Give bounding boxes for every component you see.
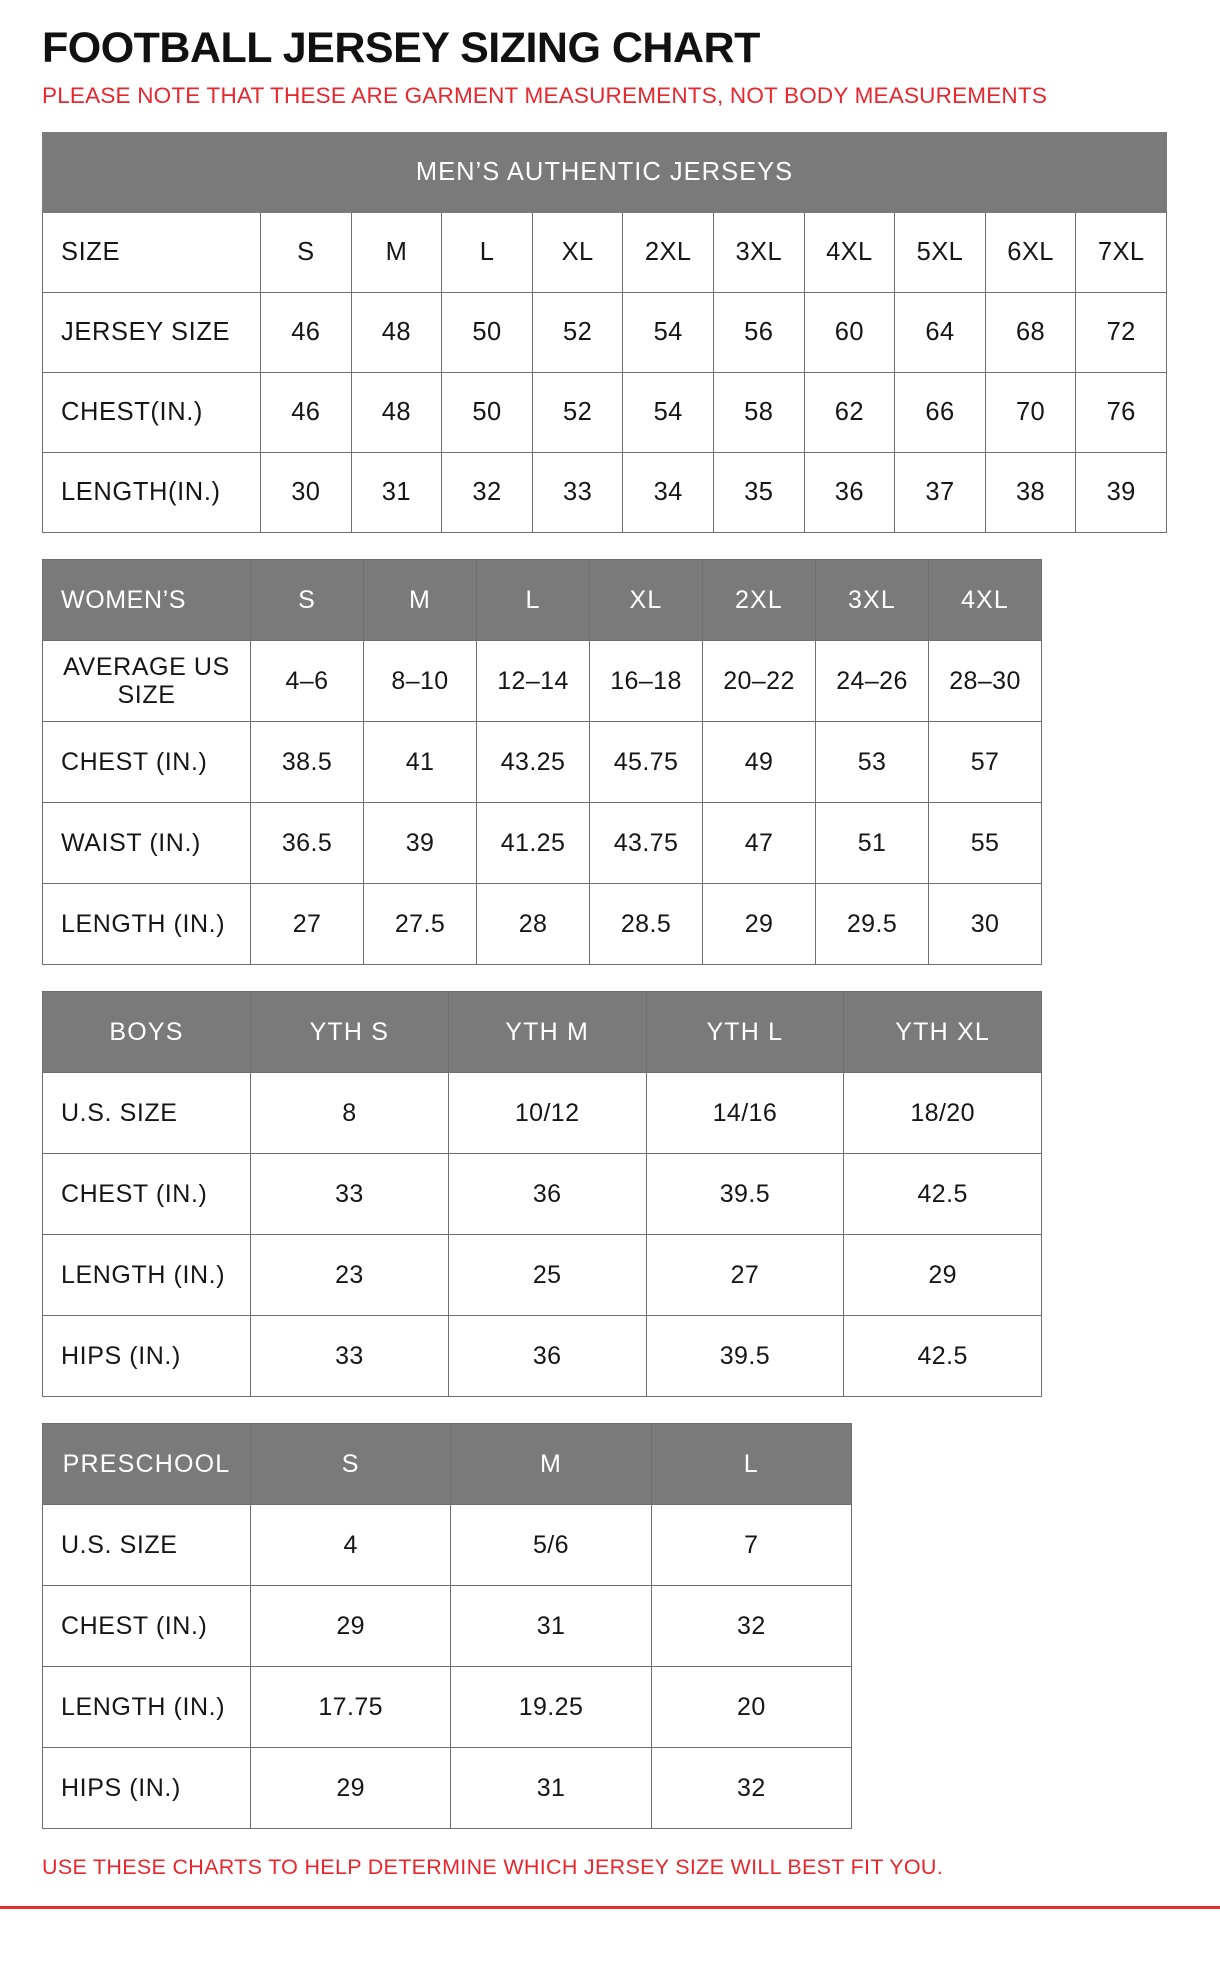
- cell: 32: [651, 1586, 851, 1667]
- cell: 55: [929, 803, 1042, 884]
- mens-header-size: SIZE: [43, 213, 261, 293]
- cell: 28–30: [929, 641, 1042, 722]
- cell: 64: [895, 293, 986, 373]
- preschool-header-row: [43, 1424, 852, 1505]
- preschool-row-label: U.S. SIZE: [43, 1505, 251, 1586]
- boys-row-label: CHEST (IN.): [43, 1154, 251, 1235]
- measurement-note: PLEASE NOTE THAT THESE ARE GARMENT MEASUREMENTS, NOT BODY MEASUREMENTS: [42, 83, 1048, 109]
- cell: 33: [251, 1316, 449, 1397]
- cell: 31: [451, 1586, 651, 1667]
- cell: 36: [448, 1316, 646, 1397]
- preschool-header-s: S: [251, 1424, 451, 1505]
- table-row: [43, 884, 1042, 965]
- cell: 39: [364, 803, 477, 884]
- cell: 16–18: [590, 641, 703, 722]
- table-row: [43, 803, 1042, 884]
- cell: 17.75: [251, 1667, 451, 1748]
- womens-header-2xl: 2XL: [703, 560, 816, 641]
- cell: 29: [844, 1235, 1042, 1316]
- cell: 28.5: [590, 884, 703, 965]
- mens-row-label: CHEST(IN.): [43, 373, 261, 453]
- cell: 76: [1076, 373, 1167, 453]
- cell: 42.5: [844, 1316, 1042, 1397]
- womens-header-xl: XL: [590, 560, 703, 641]
- preschool-header-label: PRESCHOOL: [43, 1424, 251, 1505]
- womens-header-row: [43, 560, 1042, 641]
- table-row: [43, 1235, 1042, 1316]
- mens-header-l: L: [442, 213, 533, 293]
- cell: 49: [703, 722, 816, 803]
- cell: 42.5: [844, 1154, 1042, 1235]
- cell: 39.5: [646, 1154, 844, 1235]
- cell: 25: [448, 1235, 646, 1316]
- cell: 57: [929, 722, 1042, 803]
- womens-row-label: AVERAGE US SIZE: [43, 641, 251, 722]
- cell: 34: [623, 453, 714, 533]
- cell: 4: [251, 1505, 451, 1586]
- cell: 4–6: [251, 641, 364, 722]
- boys-sizing-table: [42, 991, 1042, 1397]
- cell: 20: [651, 1667, 851, 1748]
- table-row: [43, 453, 1167, 533]
- cell: 18/20: [844, 1073, 1042, 1154]
- cell: 29: [251, 1748, 451, 1829]
- womens-row-label: WAIST (IN.): [43, 803, 251, 884]
- cell: 27: [251, 884, 364, 965]
- cell: 37: [895, 453, 986, 533]
- mens-header-2xl: 2XL: [623, 213, 714, 293]
- mens-header-5xl: 5XL: [895, 213, 986, 293]
- womens-row-label: LENGTH (IN.): [43, 884, 251, 965]
- cell: 35: [713, 453, 804, 533]
- mens-header-4xl: 4XL: [804, 213, 895, 293]
- mens-header-row: [43, 213, 1167, 293]
- table-row: [43, 1667, 852, 1748]
- cell: 30: [261, 453, 352, 533]
- boys-row-label: LENGTH (IN.): [43, 1235, 251, 1316]
- cell: 32: [651, 1748, 851, 1829]
- table-row: [43, 722, 1042, 803]
- table-row: [43, 1748, 852, 1829]
- table-row: [43, 293, 1167, 373]
- preschool-row-label: LENGTH (IN.): [43, 1667, 251, 1748]
- preschool-row-label: HIPS (IN.): [43, 1748, 251, 1829]
- cell: 51: [816, 803, 929, 884]
- cell: 62: [804, 373, 895, 453]
- cell: 36: [804, 453, 895, 533]
- mens-header-3xl: 3XL: [713, 213, 804, 293]
- mens-table-banner: MEN’S AUTHENTIC JERSEYS: [43, 133, 1167, 213]
- cell: 41: [364, 722, 477, 803]
- cell: 70: [985, 373, 1076, 453]
- cell: 31: [451, 1748, 651, 1829]
- mens-row-label: JERSEY SIZE: [43, 293, 261, 373]
- cell: 8: [251, 1073, 449, 1154]
- cell: 27: [646, 1235, 844, 1316]
- cell: 33: [251, 1154, 449, 1235]
- womens-header-4xl: 4XL: [929, 560, 1042, 641]
- boys-header-yth-xl: YTH XL: [844, 992, 1042, 1073]
- table-row: [43, 1073, 1042, 1154]
- preschool-row-label: CHEST (IN.): [43, 1586, 251, 1667]
- cell: 29: [703, 884, 816, 965]
- cell: 30: [929, 884, 1042, 965]
- cell: 66: [895, 373, 986, 453]
- page-title: FOOTBALL JERSEY SIZING CHART: [42, 24, 760, 72]
- womens-header-label: WOMEN’S: [43, 560, 251, 641]
- cell: 56: [713, 293, 804, 373]
- footer-note: USE THESE CHARTS TO HELP DETERMINE WHICH JERSEY SIZE WILL BEST FIT YOU.: [42, 1855, 944, 1880]
- cell: 45.75: [590, 722, 703, 803]
- cell: 38.5: [251, 722, 364, 803]
- cell: 58: [713, 373, 804, 453]
- cell: 41.25: [477, 803, 590, 884]
- cell: 33: [532, 453, 623, 533]
- boys-row-label: U.S. SIZE: [43, 1073, 251, 1154]
- cell: 29.5: [816, 884, 929, 965]
- cell: 46: [261, 373, 352, 453]
- cell: 10/12: [448, 1073, 646, 1154]
- boys-header-label: BOYS: [43, 992, 251, 1073]
- cell: 14/16: [646, 1073, 844, 1154]
- table-row: [43, 1505, 852, 1586]
- cell: 5/6: [451, 1505, 651, 1586]
- mens-header-m: M: [351, 213, 442, 293]
- table-row: [43, 641, 1042, 722]
- cell: 60: [804, 293, 895, 373]
- womens-row-label: CHEST (IN.): [43, 722, 251, 803]
- mens-header-7xl: 7XL: [1076, 213, 1167, 293]
- cell: 39: [1076, 453, 1167, 533]
- cell: 23: [251, 1235, 449, 1316]
- boys-header-yth-l: YTH L: [646, 992, 844, 1073]
- cell: 32: [442, 453, 533, 533]
- mens-header-6xl: 6XL: [985, 213, 1076, 293]
- mens-header-xl: XL: [532, 213, 623, 293]
- cell: 28: [477, 884, 590, 965]
- boys-header-yth-m: YTH M: [448, 992, 646, 1073]
- cell: 53: [816, 722, 929, 803]
- womens-header-m: M: [364, 560, 477, 641]
- cell: 39.5: [646, 1316, 844, 1397]
- table-row: [43, 1586, 852, 1667]
- cell: 52: [532, 373, 623, 453]
- mens-header-s: S: [261, 213, 352, 293]
- cell: 50: [442, 293, 533, 373]
- mens-table-banner-row: [43, 133, 1167, 213]
- cell: 48: [351, 293, 442, 373]
- cell: 7: [651, 1505, 851, 1586]
- preschool-header-l: L: [651, 1424, 851, 1505]
- womens-header-l: L: [477, 560, 590, 641]
- table-row: [43, 1316, 1042, 1397]
- boys-row-label: HIPS (IN.): [43, 1316, 251, 1397]
- boys-header-yth-s: YTH S: [251, 992, 449, 1073]
- womens-header-s: S: [251, 560, 364, 641]
- cell: 46: [261, 293, 352, 373]
- boys-header-row: [43, 992, 1042, 1073]
- cell: 72: [1076, 293, 1167, 373]
- cell: 20–22: [703, 641, 816, 722]
- womens-sizing-table: [42, 559, 1042, 965]
- cell: 12–14: [477, 641, 590, 722]
- cell: 43.75: [590, 803, 703, 884]
- womens-header-3xl: 3XL: [816, 560, 929, 641]
- cell: 36: [448, 1154, 646, 1235]
- cell: 29: [251, 1586, 451, 1667]
- cell: 31: [351, 453, 442, 533]
- table-row: [43, 1154, 1042, 1235]
- cell: 27.5: [364, 884, 477, 965]
- table-row: [43, 373, 1167, 453]
- cell: 38: [985, 453, 1076, 533]
- cell: 48: [351, 373, 442, 453]
- mens-sizing-table: [42, 132, 1167, 533]
- cell: 19.25: [451, 1667, 651, 1748]
- cell: 24–26: [816, 641, 929, 722]
- cell: 43.25: [477, 722, 590, 803]
- cell: 50: [442, 373, 533, 453]
- cell: 68: [985, 293, 1076, 373]
- mens-row-label: LENGTH(IN.): [43, 453, 261, 533]
- preschool-sizing-table: [42, 1423, 852, 1829]
- preschool-header-m: M: [451, 1424, 651, 1505]
- cell: 52: [532, 293, 623, 373]
- cell: 8–10: [364, 641, 477, 722]
- cell: 36.5: [251, 803, 364, 884]
- cell: 54: [623, 373, 714, 453]
- cell: 54: [623, 293, 714, 373]
- cell: 47: [703, 803, 816, 884]
